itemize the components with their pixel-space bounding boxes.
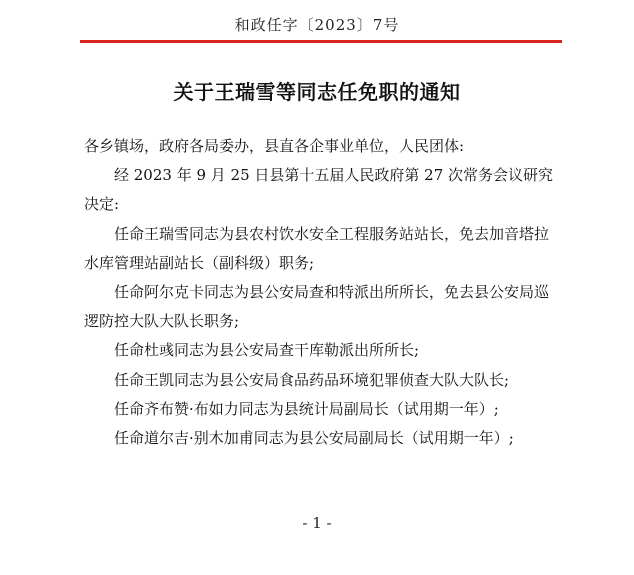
appointment-paragraph: 任命道尔吉·别木加甫同志为县公安局副局长（试用期一年）;: [114, 429, 514, 448]
appointment-paragraph: 任命杜彧同志为县公安局查干库勒派出所所长;: [114, 341, 420, 360]
document-body: [84, 132, 554, 453]
document-title: 关于王瑞雪等同志任免职的通知: [173, 80, 461, 104]
appointment-paragraph: 任命王瑞雪同志为县农村饮水安全工程服务站站长，免去加音塔拉水库管理站副站长（副科级）职务;: [84, 224, 550, 272]
appointment-paragraph: 任命齐布赞·布如力同志为县统计局副局长（试用期一年）;: [114, 399, 499, 418]
page-number: - 1 -: [302, 514, 332, 532]
appointment-paragraph: 任命王凯同志为县公安局食品药品环境犯罪侦查大队大队长;: [114, 370, 510, 389]
document-number: 和政任字〔2023〕7号: [234, 16, 400, 34]
red-header-rule: [80, 40, 562, 43]
salutation: 各乡镇场，政府各局委办，县直各企事业单位，人民团体:: [84, 137, 465, 155]
appointment-paragraph: 任命阿尔克卡同志为县公安局查和特派出所所长，免去县公安局巡逻防控大队大队长职务;: [84, 283, 550, 331]
intro-paragraph: 经 2023 年 9 月 25 日县第十五届人民政府第 27 次常务会议研究决定:: [84, 166, 554, 214]
